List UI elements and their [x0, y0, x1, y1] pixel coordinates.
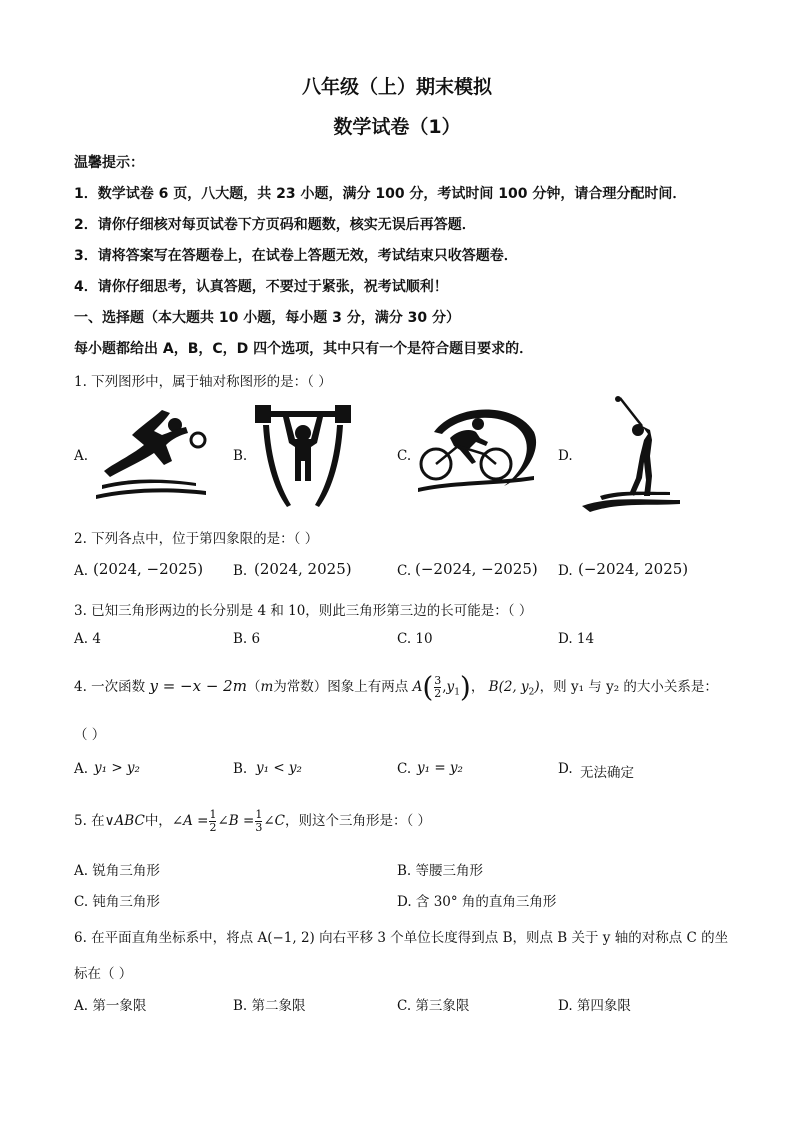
q5-option-d: D. 含 30° 角的直角三角形 — [397, 894, 557, 910]
q4-frac-num: 3 — [434, 674, 442, 687]
q4-point-b-close: ) — [534, 679, 540, 695]
q5-mid: 中， — [144, 813, 172, 829]
q5-frac1-num: 1 — [209, 808, 217, 821]
q1-label-c: C. — [397, 448, 412, 464]
q4-answer-paren: （ ） — [74, 727, 106, 743]
notice-item-4: 4．请你仔细思考，认真答题，不要过于紧张，祝考试顺利！ — [74, 279, 448, 295]
q4-stem: 4. 一次函数 y = −x − 2m（m为常数）图象上有两点 A( $\frac{3}{2}$ $,y_1$)， B(2, $y_2$)，则 y₁ 与 y₂ 的大小关系是： — [74, 670, 718, 704]
q4-m-var: m — [260, 679, 274, 695]
section-instruction: 每小题都给出 A，B，C，D 四个选项，其中只有一个是符合题目要求的． — [74, 341, 534, 357]
q4-point-a: A — [412, 679, 423, 695]
q4-paren-close: ) — [459, 670, 471, 704]
q2-option-a: (2024, −2025) — [93, 560, 204, 578]
q6-option-b: B. 第二象限 — [233, 998, 306, 1014]
q5-angle-a: ∠A = — [171, 813, 209, 829]
q2-label-d: D. — [558, 563, 573, 579]
q3-stem: 3. 已知三角形两边的长分别是 4 和 10，则此三角形第三边的长可能是：（ ） — [74, 603, 533, 619]
q2-option-c: (−2024, −2025) — [415, 560, 538, 578]
q2-option-b: (2024, 2025) — [254, 560, 352, 578]
q6-stem-line1: 6. 在平面直角坐标系中，将点 A(−1, 2) 向右平移 3 个单位长度得到点 B，则点 B 关于 y 轴的对称点 C 的坐 — [74, 930, 729, 946]
q5-triangle: ∨ABC — [104, 813, 145, 829]
q6-option-c: C. 第三象限 — [397, 998, 470, 1014]
q4-option-b: y₁ < y₂ — [256, 760, 302, 776]
q5-angle-c: ∠C — [263, 813, 285, 829]
q4-mid1: （ — [246, 679, 261, 695]
q4-option-a: y₁ > y₂ — [94, 760, 140, 776]
q1-label-a: A. — [74, 448, 89, 464]
q4-paren-open: ( — [422, 670, 434, 704]
q1-label-b: B. — [233, 448, 248, 464]
section-heading: 一、选择题（本大题共 10 小题，每小题 3 分，满分 30 分） — [74, 310, 460, 326]
q5-fraction-1 — [209, 809, 216, 834]
q5-angle-b: ∠B = — [217, 813, 255, 829]
q2-label-a: A. — [74, 563, 89, 579]
q4-label-d: D. — [558, 761, 573, 777]
q5-stem — [74, 801, 431, 841]
q4-sub1: 1 — [454, 687, 460, 698]
page-subtitle: 数学试卷（1） — [333, 116, 461, 138]
notice-item-2: 2．请你仔细核对每页试卷下方页码和题数，核实无误后再答题． — [74, 217, 476, 233]
notice-item-1: 1．数学试卷 6 页，八大题，共 23 小题，满分 100 分，考试时间 100 分钟，请合理分配时间． — [74, 186, 687, 202]
q4-label-c: C. — [397, 761, 412, 777]
q2-stem: 2. 下列各点中，位于第四象限的是：（ ） — [74, 531, 319, 547]
weightlifter-icon — [253, 403, 353, 511]
q4-frac-den: 2 — [434, 687, 442, 700]
q3-option-a: A. 4 — [74, 631, 101, 647]
q2-label-b: B. — [233, 563, 248, 579]
q4-prefix: 4. 一次函数 — [74, 679, 146, 695]
q4-label-b: B. — [233, 761, 248, 777]
q5-fraction-2 — [255, 809, 262, 834]
golfer-icon — [580, 396, 684, 514]
q5-option-a: A. 锐角三角形 — [74, 863, 160, 879]
q5-option-c: C. 钝角三角形 — [74, 894, 160, 910]
q1-label-d: D. — [558, 448, 573, 464]
q6-option-d: D. 第四象限 — [558, 998, 631, 1014]
q4-label-a: A. — [74, 761, 89, 777]
q5-frac2-den: 3 — [255, 821, 263, 834]
q5-prefix: 5. 在 — [74, 813, 105, 829]
page-title: 八年级（上）期末模拟 — [301, 76, 492, 98]
q2-label-c: C. — [397, 563, 412, 579]
q5-tail: ，则这个三角形是：（ ） — [284, 813, 432, 829]
q2-option-d: (−2024, 2025) — [578, 560, 689, 578]
q4-function: y = −x − 2m — [149, 677, 247, 695]
q5-option-b: B. 等腰三角形 — [397, 863, 484, 879]
q4-option-c: y₁ = y₂ — [417, 760, 463, 776]
volleyball-player-icon — [92, 405, 212, 503]
q6-option-a: A. 第一象限 — [74, 998, 147, 1014]
q4-sub2: 2 — [528, 687, 535, 698]
q3-option-b: B. 6 — [233, 631, 261, 647]
q4-option-d: 无法确定 — [580, 765, 634, 781]
q4-fraction — [434, 675, 441, 700]
q4-tail: ，则 y₁ 与 y₂ 的大小关系是： — [539, 679, 718, 695]
q4-y1: y — [446, 679, 455, 695]
q5-frac2-num: 1 — [255, 808, 263, 821]
q6-stem-line2: 标在（ ） — [74, 966, 133, 982]
q1-stem: 1. 下列图形中，属于轴对称图形的是：（ ） — [74, 374, 332, 390]
cyclist-icon — [414, 402, 540, 494]
q5-frac1-den: 2 — [209, 821, 217, 834]
q3-option-c: C. 10 — [397, 631, 433, 647]
notice-item-3: 3．请将答案写在答题卷上，在试卷上答题无效，考试结束只收答题卷． — [74, 248, 518, 264]
q3-option-d: D. 14 — [558, 631, 595, 647]
notice-heading: 温馨提示： — [74, 155, 144, 171]
q4-mid2: 为常数）图象上有两点 — [273, 679, 409, 695]
q4-point-b: B(2, y — [488, 679, 529, 695]
